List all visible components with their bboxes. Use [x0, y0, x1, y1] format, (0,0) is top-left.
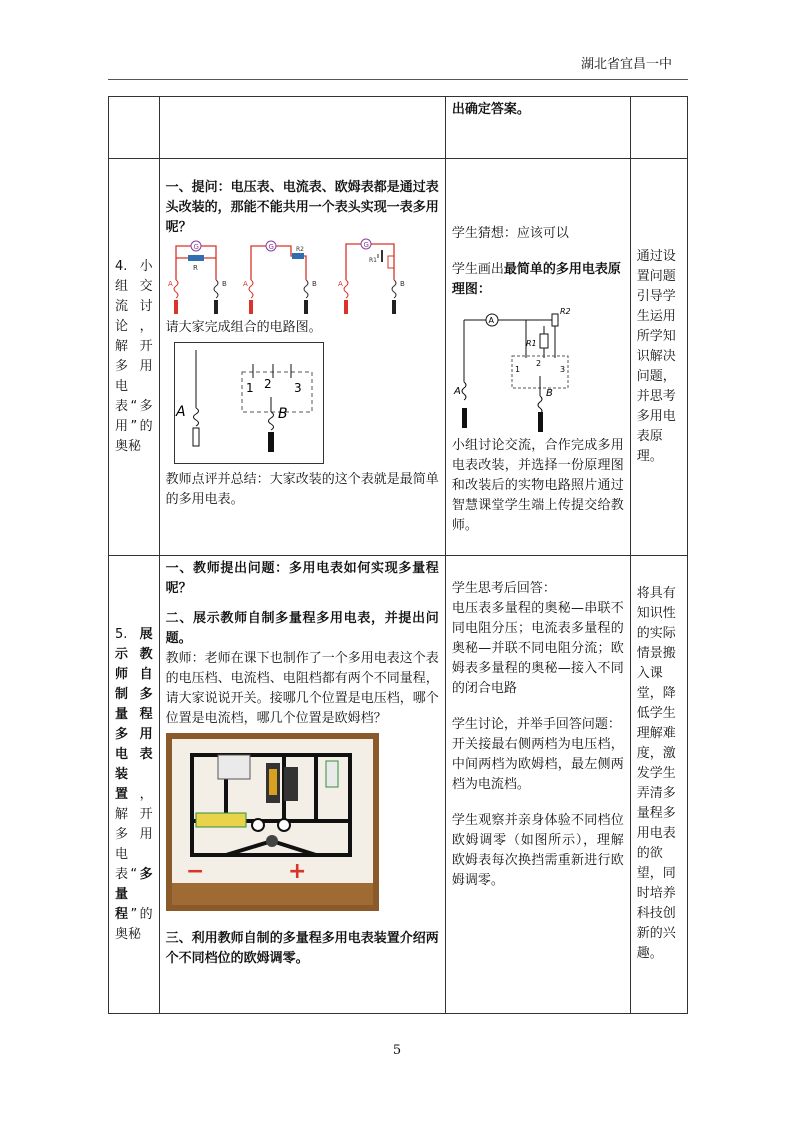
svg-text:1: 1: [245, 381, 254, 395]
teacher-show: 二、展示教师自制多量程多用电表，并提出问题。: [165, 611, 439, 646]
svg-text:G: G: [193, 243, 199, 251]
student-answer-body: 电压表多量程的奥秘—串联不同电阻分压；电流表多量程的奥秘—并联不同电阻分流；欧姆表多量程的奥秘—接入不同的闭合电路: [451, 601, 624, 696]
svg-text:3: 3: [559, 365, 565, 374]
svg-text:2: 2: [535, 359, 541, 368]
teacher-activity-4: [159, 159, 445, 556]
student-discuss-title: 学生讨论，并举手回答问题：: [451, 717, 621, 732]
svg-text:G: G: [268, 243, 274, 251]
purpose-5: 将具有知识性的实际情景搬入课堂，降低学生理解难度，激发学生弄清多量程多用电表的欲望，同时培养科技创新的兴趣。: [630, 556, 687, 1014]
page-number: 5: [392, 1043, 402, 1058]
svg-text:A: A: [488, 316, 494, 325]
circuit-ammeter: [243, 241, 317, 314]
combine-instruction: 请大家完成组合的电路图。: [165, 320, 322, 335]
cell-empty: [109, 97, 160, 159]
zero-adjust-intro: 三、利用教师自制的多量程多用电表装置介绍两个不同档位的欧姆调零。: [165, 931, 439, 966]
stage-4-cell: 4. 小组交流讨论，解开多用电表“多用”的奥秘: [109, 159, 160, 556]
cell-empty: [630, 97, 687, 159]
table-row-step5: [109, 556, 688, 1014]
purpose-4: 通过设置问题引导学生运用所学知识解决问题，并思考多用电表原理。: [630, 159, 687, 556]
svg-text:B: B: [277, 406, 288, 422]
answer-tail: 出确定答案。: [445, 97, 630, 159]
student-discuss-body: 开关接最右侧两档为电压档，中间两档为欧姆档，最左侧两档为电流档。: [451, 737, 624, 792]
cell-empty: [159, 97, 445, 159]
circuit-ohmmeter: [338, 239, 405, 314]
svg-text:A: A: [167, 280, 173, 288]
svg-text:R1: R1: [368, 257, 377, 264]
header-rule: [108, 79, 688, 80]
multimeter-photo: [166, 733, 379, 911]
svg-text:R2: R2: [559, 307, 571, 316]
question-title: 一、提问：电压表、电流表、欧姆表都是通过表头改装的，那能不能共用一个表头实现一表多用呢？: [165, 180, 439, 235]
svg-text:1: 1: [514, 365, 520, 374]
svg-text:G: G: [363, 241, 369, 249]
svg-text:−: −: [185, 859, 205, 884]
circuit-voltmeter: [168, 241, 227, 314]
stage-5-cell: 5. 展示教师自制多量程多用电表装置，解开多用电表“多量程”的奥秘: [109, 556, 160, 1014]
teacher-summary: 教师点评并总结：大家改装的这个表就是最简单的多用电表。: [165, 472, 439, 507]
svg-text:3: 3: [293, 381, 302, 395]
student-activity-5: [445, 556, 630, 1014]
svg-text:B: B: [311, 280, 317, 288]
three-circuits-figure: [166, 238, 416, 318]
student-circuit-diagram: [452, 300, 602, 436]
svg-text:+: +: [287, 859, 307, 884]
svg-text:A: A: [175, 404, 186, 420]
student-activity-4: [445, 159, 630, 556]
student-observe: 学生观察并亲身体验不同档位欧姆调零（如图所示），理解欧姆表每次换挡需重新进行欧姆调零。: [451, 813, 624, 888]
school-header: 湖北省宜昌一中: [580, 57, 672, 72]
svg-text:B: B: [399, 280, 405, 288]
teacher-activity-5: [159, 556, 445, 1014]
student-draw: 学生画出最简单的多用电表原理图：: [451, 262, 621, 297]
table-row-continued: [109, 97, 688, 159]
teacher-speech: 教师：老师在课下也制作了一个多用电表这个表的电压档、电流档、电阻档都有两个不同量程，请大家说说开关。接哪几个位置是电压档，哪个位置是电流档，哪几个位置是欧姆档？: [165, 651, 439, 726]
svg-text:R: R: [192, 264, 198, 272]
table-row-step4: [109, 159, 688, 556]
svg-text:B: B: [221, 280, 227, 288]
svg-text:R2: R2: [295, 246, 304, 253]
svg-text:A: A: [242, 280, 248, 288]
svg-text:A: A: [453, 386, 461, 397]
group-discussion: 小组讨论交流，合作完成多用电表改装，并选择一份原理图和改装后的实物电路照片通过智慧课堂学生端上传提交给教师。: [451, 438, 624, 533]
svg-text:B: B: [545, 388, 553, 399]
teacher-question: 一、教师提出问题：多用电表如何实现多量程呢？: [165, 561, 439, 596]
svg-text:A: A: [337, 280, 343, 288]
combination-diagram: [174, 342, 324, 464]
student-answer-title: 学生思考后回答：: [451, 581, 556, 596]
svg-text:R1: R1: [525, 339, 537, 348]
student-guess: 学生猜想：应该可以: [451, 226, 569, 241]
lesson-table: [108, 96, 688, 1014]
svg-text:2: 2: [263, 377, 272, 391]
